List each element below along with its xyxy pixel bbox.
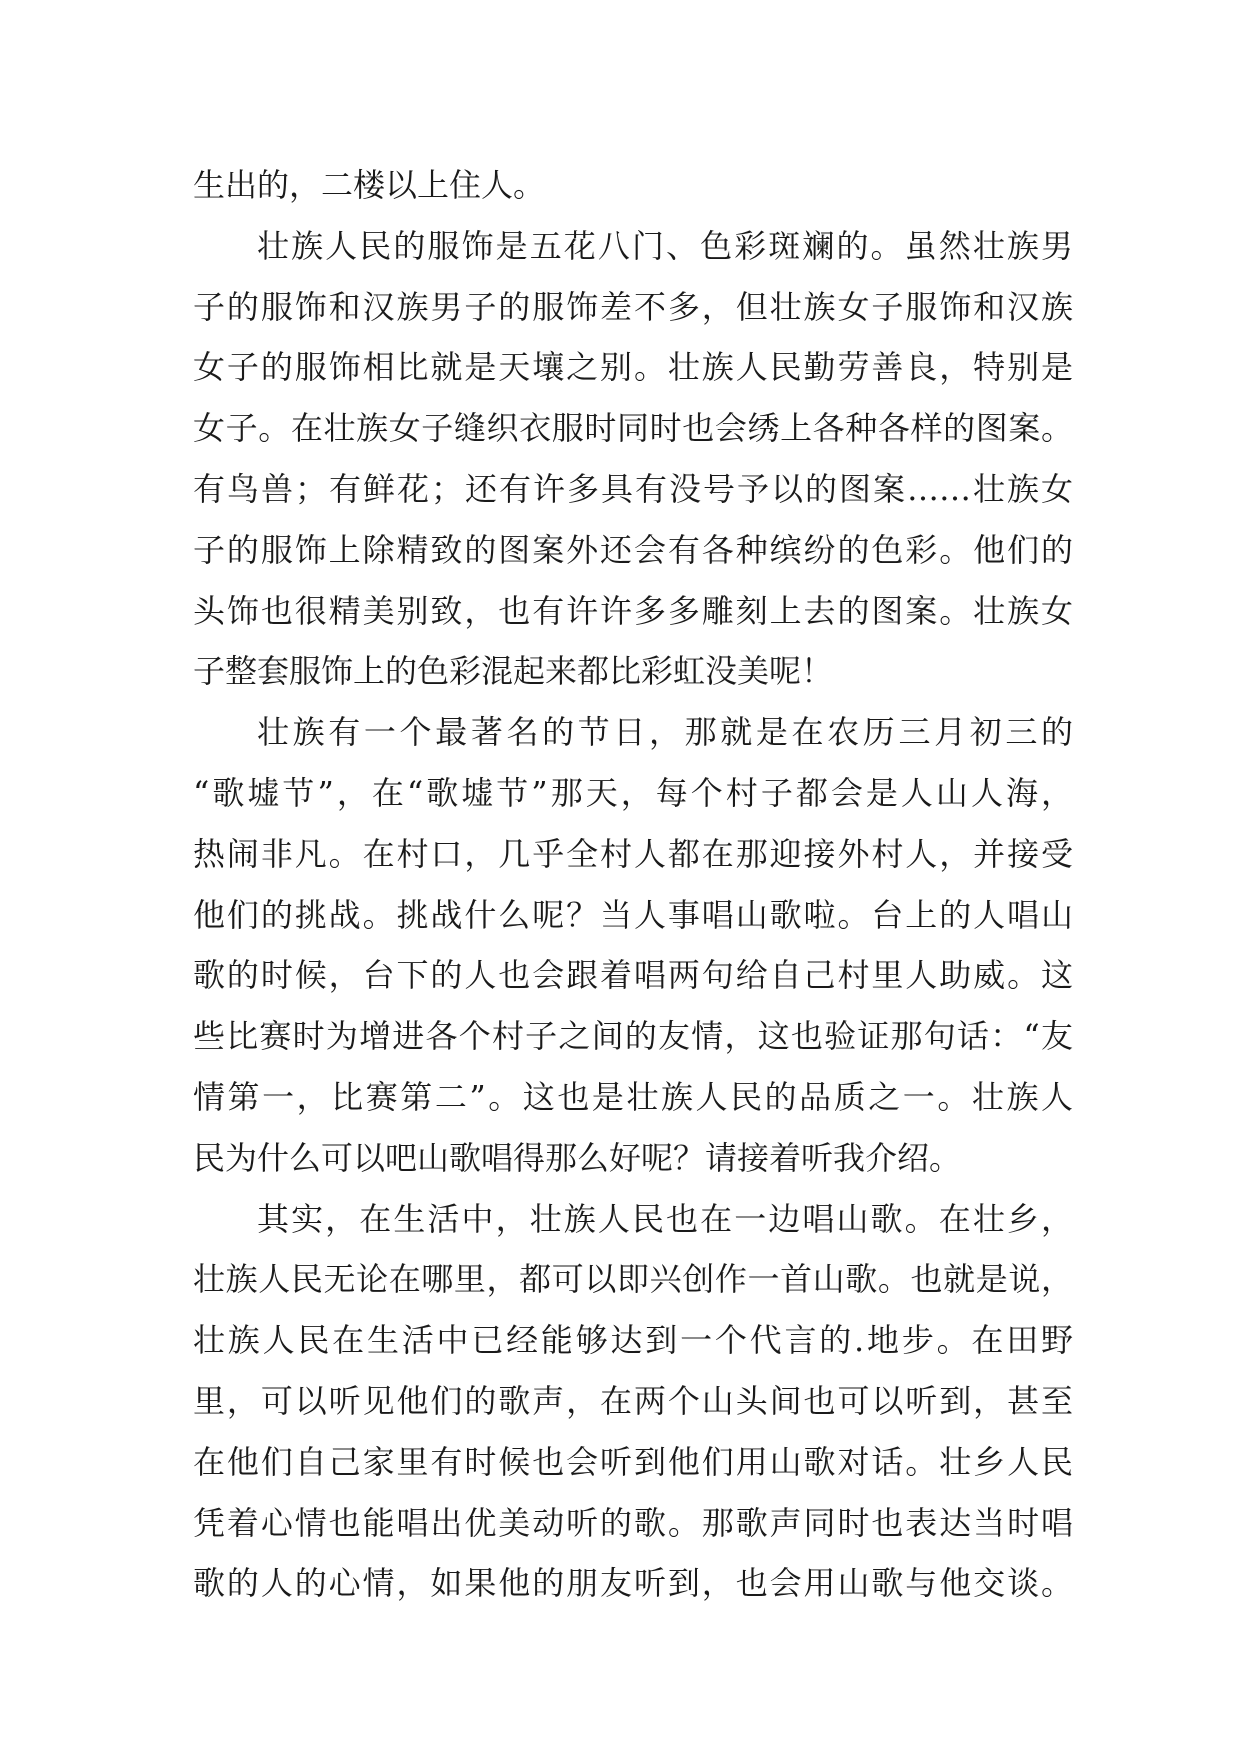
paragraph-line: 子的服饰上除精致的图案外还会有各种缤纷的色彩。他们的 bbox=[193, 530, 1073, 569]
paragraph-line: 歌的时候，台下的人也会跟着唱两句给自己村里人助威。这 bbox=[193, 956, 1073, 995]
paragraph-line: 有鸟兽；有鲜花；还有许多具有没号予以的图案……壮族女 bbox=[193, 469, 1073, 508]
paragraph-line: 情第一，比赛第二”。这也是壮族人民的品质之一。壮族人 bbox=[193, 1077, 1073, 1116]
paragraph-line: 女子的服饰相比就是天壤之别。壮族人民勤劳善良，特别是 bbox=[193, 348, 1073, 387]
paragraph-line: 些比赛时为增进各个村子之间的友情，这也验证那句话：“友 bbox=[193, 1017, 1073, 1056]
paragraph-line: 壮族有一个最著名的节日，那就是在农历三月初三的 bbox=[257, 713, 1073, 752]
paragraph-line: 壮族人民在生活中已经能够达到一个代言的.地步。在田野 bbox=[193, 1321, 1073, 1360]
paragraph-line: 他们的挑战。挑战什么呢？当人事唱山歌啦。台上的人唱山 bbox=[193, 895, 1073, 934]
paragraph-line: 其实，在生活中，壮族人民也在一边唱山歌。在壮乡， bbox=[257, 1199, 1073, 1238]
paragraph-line: 热闹非凡。在村口，几乎全村人都在那迎接外村人，并接受 bbox=[193, 834, 1073, 873]
paragraph-line: 生出的，二楼以上住人。 bbox=[193, 166, 546, 204]
body-text bbox=[193, 155, 1073, 1614]
paragraph-line: 子的服饰和汉族男子的服饰差不多，但壮族女子服饰和汉族 bbox=[193, 287, 1073, 326]
paragraph-line: 子整套服饰上的色彩混起来都比彩虹没美呢！ bbox=[193, 652, 834, 691]
paragraph-line: 歌的人的心情，如果他的朋友听到，也会用山歌与他交谈。 bbox=[193, 1564, 1073, 1603]
paragraph-line: 在他们自己家里有时候也会听到他们用山歌对话。壮乡人民 bbox=[193, 1442, 1073, 1481]
paragraph-line: 壮族人民的服饰是五花八门、色彩斑斓的。虽然壮族男 bbox=[257, 226, 1073, 265]
paragraph-line: 壮族人民无论在哪里，都可以即兴创作一首山歌。也就是说， bbox=[193, 1260, 1073, 1299]
paragraph-line: “歌墟节”，在“歌墟节”那天，每个村子都会是人山人海， bbox=[193, 773, 1073, 812]
paragraph-line: 凭着心情也能唱出优美动听的歌。那歌声同时也表达当时唱 bbox=[193, 1503, 1073, 1542]
paragraph-line: 里，可以听见他们的歌声，在两个山头间也可以听到，甚至 bbox=[193, 1381, 1073, 1420]
paragraph-line: 女子。在壮族女子缝织衣服时同时也会绣上各种各样的图案。 bbox=[193, 409, 1073, 448]
paragraph-line: 民为什么可以吧山歌唱得那么好呢？请接着听我介绍。 bbox=[193, 1138, 962, 1177]
paragraph-line: 头饰也很精美别致，也有许许多多雕刻上去的图案。壮族女 bbox=[193, 591, 1073, 630]
